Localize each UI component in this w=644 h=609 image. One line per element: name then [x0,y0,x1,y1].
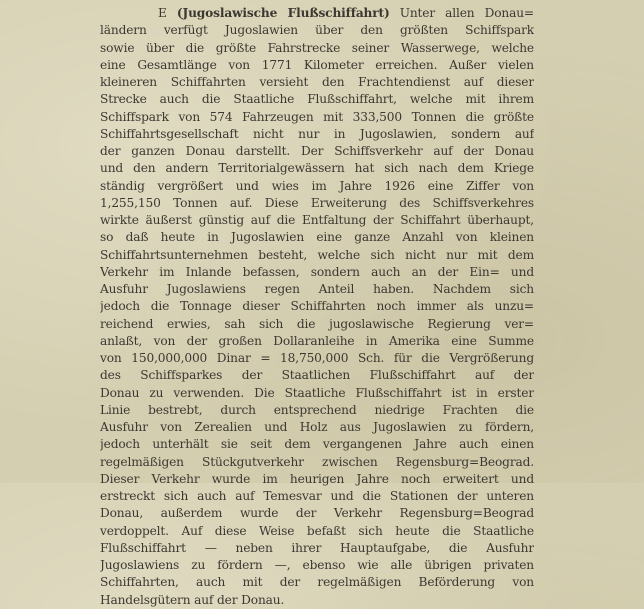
text-line: so daß heute in Jugoslawien eine ganze Anzahl von kleinen [100,230,534,245]
text-line: des Schiffsparkes der Staatlichen Flußschiffahrt auf der [100,368,534,383]
text-line: Donau, außerdem wurde der Verkehr Regensburg=Beograd [100,506,534,521]
text-line: Strecke auch die Staatliche Flußschiffahrt, welche mit ihrem [100,92,534,107]
text-line: eine Gesamtlänge von 1771 Kilometer erreichen. Außer vielen [100,57,534,72]
text-line: sowie über die größte Fahrstrecke seiner Wasserwege, welche [100,40,534,55]
text-line: der ganzen Donau darstellt. Der Schiffsverkehr auf der Donau [100,144,534,158]
section-letter: E [158,6,167,20]
text-line: ständig vergrößert und wies im Jahre 1926 eine Ziffer von [100,178,534,193]
text-line: jedoch unterhält sie seit dem vergangenen Jahre auch einen [100,437,534,452]
text-line: erstreckt sich auch auf Temesvar und die Stationen der unteren [100,489,534,503]
text-line: und den andern Territorialgewässern hat sich nach dem Kriege [100,161,534,176]
text-line: jedoch die Tonnage dieser Schiffahrten noch immer als unzu= [100,299,534,314]
text-line: wirkte äußerst günstig auf die Entfaltung der Schiffahrt überhaupt, [100,213,534,227]
text-line: regelmäßigen Stückgutverkehr zwischen Regensburg=Beograd. [100,454,534,469]
text-line: reichend erwies, sah sich die jugoslawische Regierung ver= [100,316,534,331]
text-line: Verkehr im Inlande befassen, sondern auch an der Ein= und [100,264,534,279]
text-line: Linie bestrebt, durch entsprechend niedrige Frachten die [100,402,534,417]
text-line: Unter allen Donau= [399,6,534,20]
text-line: Schiffspark von 574 Fahrzeugen mit 333,500 Tonnen die größte [100,109,534,124]
text-line: Flußschiffahrt — neben ihrer Hauptaufgabe, die Ausfuhr [100,540,534,555]
text-line: kleineren Schiffahrten versieht den Frachtendienst auf dieser [100,75,534,89]
text-line: Schiffahrten, auch mit der regelmäßigen Beförderung von [100,575,534,590]
text-line: 1,255,150 Tonnen auf. Diese Erweiterung des Schiffsverkehres [100,195,534,210]
text-line: ländern verfügt Jugoslawien über den größten Schiffspark [100,23,534,38]
article-line-1 [100,5,534,22]
text-line: Ausfuhr Jugoslawiens regen Anteil haben. Nachdem sich [100,282,534,296]
text-line: Schiffahrtsgesellschaft nicht nur in Jugoslawien, sondern auf [100,126,534,141]
text-line: von 150,000,000 Dinar = 18,750,000 Sch. für die Vergrößerung [100,351,534,365]
text-line: verdoppelt. Auf diese Weise befaßt sich heute die Staatliche [100,523,534,538]
article-heading: (Jugoslawische Flußschiffahrt) [176,6,390,20]
text-line: Ausfuhr von Zerealien und Holz aus Jugoslawien zu fördern, [100,420,534,434]
text-line: anlaßt, von der großen Dollaranleihe in Amerika eine Summe [100,333,534,348]
article-column [100,5,534,609]
text-line-last: Handelsgütern auf der Donau. [100,592,285,607]
text-line: Schiffahrtsunternehmen besteht, welche sich nicht nur mit dem [100,247,534,262]
text-line: Donau zu verwenden. Die Staatliche Flußschiffahrt ist in erster [100,385,534,400]
text-line: Jugoslawiens zu fördern —, ebenso wie alle übrigen privaten [100,558,534,572]
text-line: Dieser Verkehr wurde im heurigen Jahre noch erweitert und [100,471,534,486]
